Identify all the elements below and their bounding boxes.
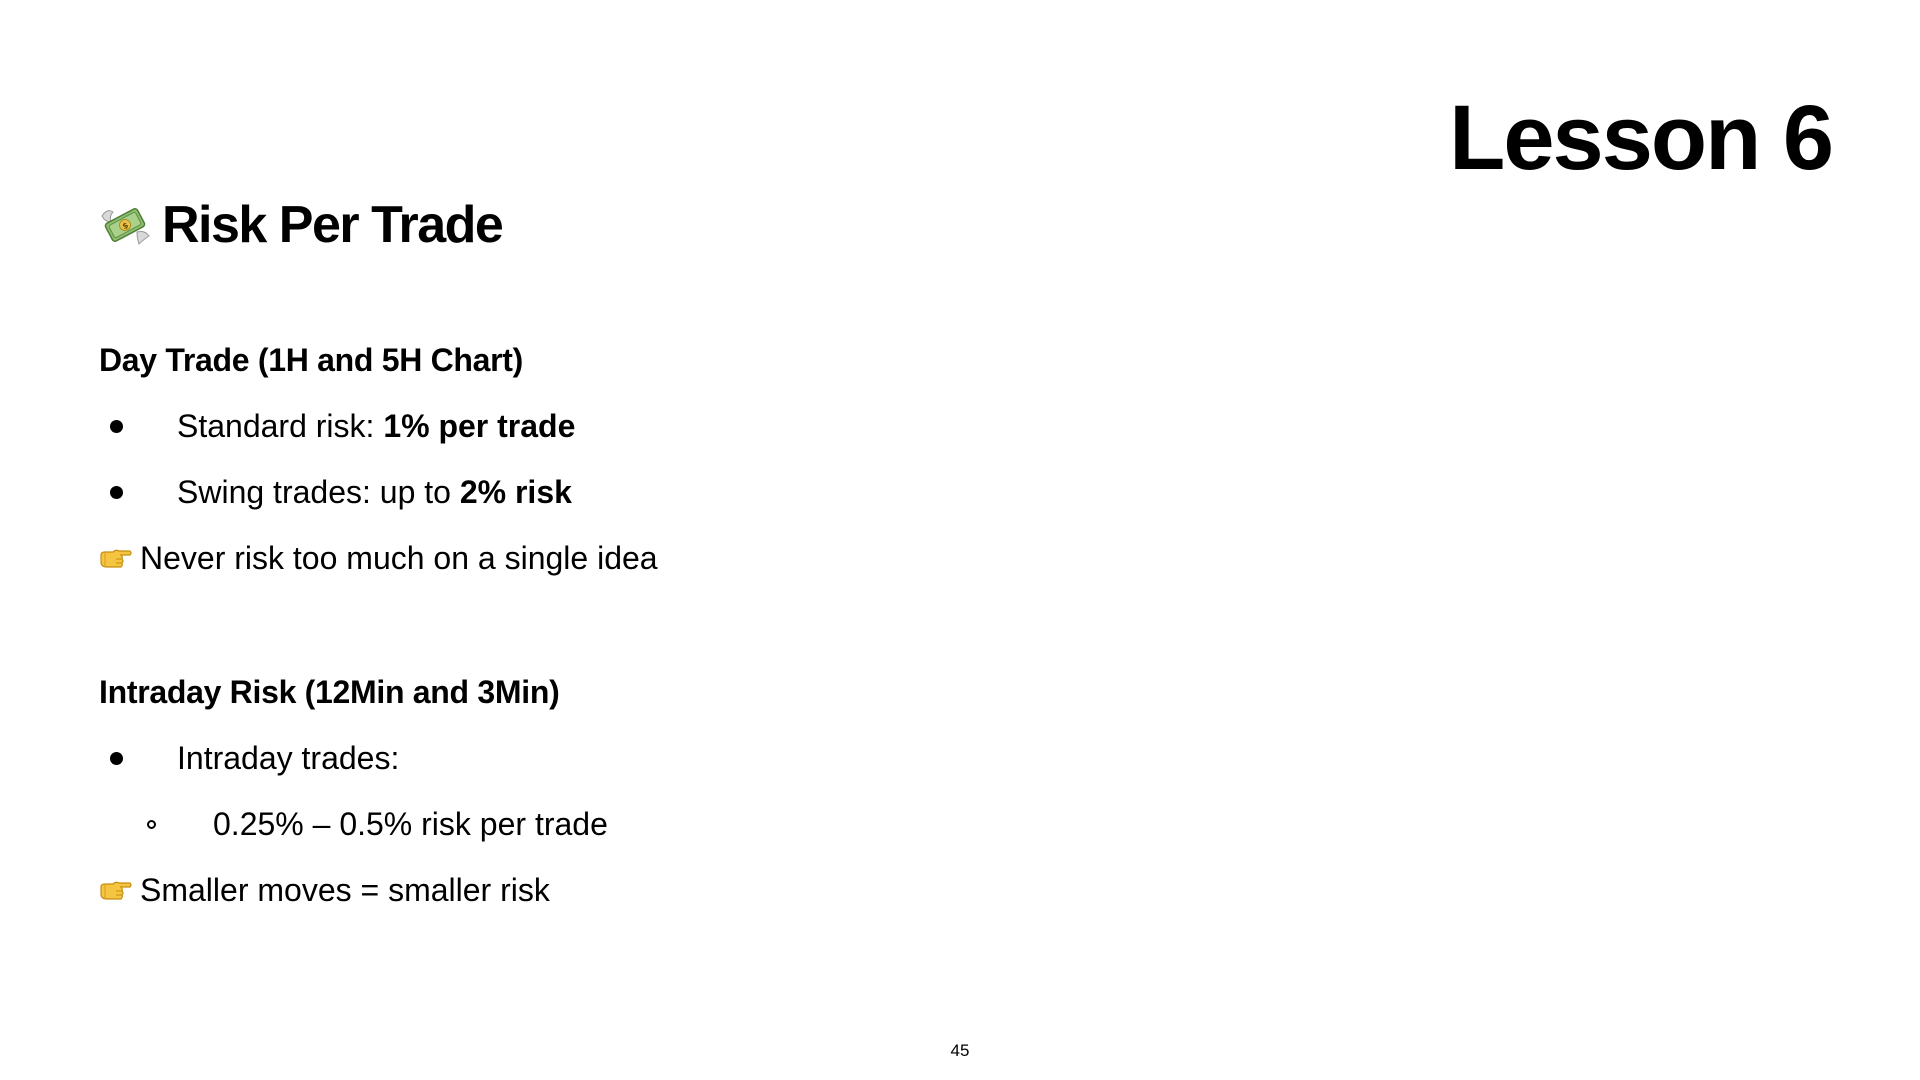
pointing-right-hand-icon: [99, 545, 132, 571]
intraday-title: Intraday Risk (12Min and 3Min): [99, 674, 560, 710]
sub-list-item: 0.25% – 0.5% risk per trade: [213, 806, 608, 842]
day-trade-note: [99, 542, 658, 574]
bullet-ring: [147, 820, 156, 829]
bullet-text: Swing trades: up to: [177, 474, 460, 510]
note-text: Smaller moves = smaller risk: [140, 872, 550, 908]
bullet-text: Standard risk:: [177, 408, 384, 444]
bullet-emphasis: 2% risk: [459, 474, 572, 510]
list-item: [177, 410, 575, 442]
bullet-dot: [110, 420, 123, 433]
page-number: 45: [950, 1041, 970, 1060]
section-heading: [99, 196, 502, 254]
money-with-wings-icon: [99, 202, 151, 248]
bullet-emphasis: 1% per trade: [383, 408, 576, 444]
intraday-note: [99, 874, 550, 906]
svg-text:$: $: [120, 220, 131, 232]
bullet-dot: [110, 486, 123, 499]
page-title: Risk Per Trade: [162, 196, 503, 254]
lesson-title: Lesson 6: [1449, 87, 1832, 189]
list-item: Intraday trades:: [177, 740, 400, 776]
day-trade-title: Day Trade (1H and 5H Chart): [99, 342, 524, 378]
note-text: Never risk too much on a single idea: [140, 540, 658, 576]
bullet-dot: [110, 752, 123, 765]
pointing-right-hand-icon: [99, 877, 132, 903]
list-item: [177, 476, 572, 508]
